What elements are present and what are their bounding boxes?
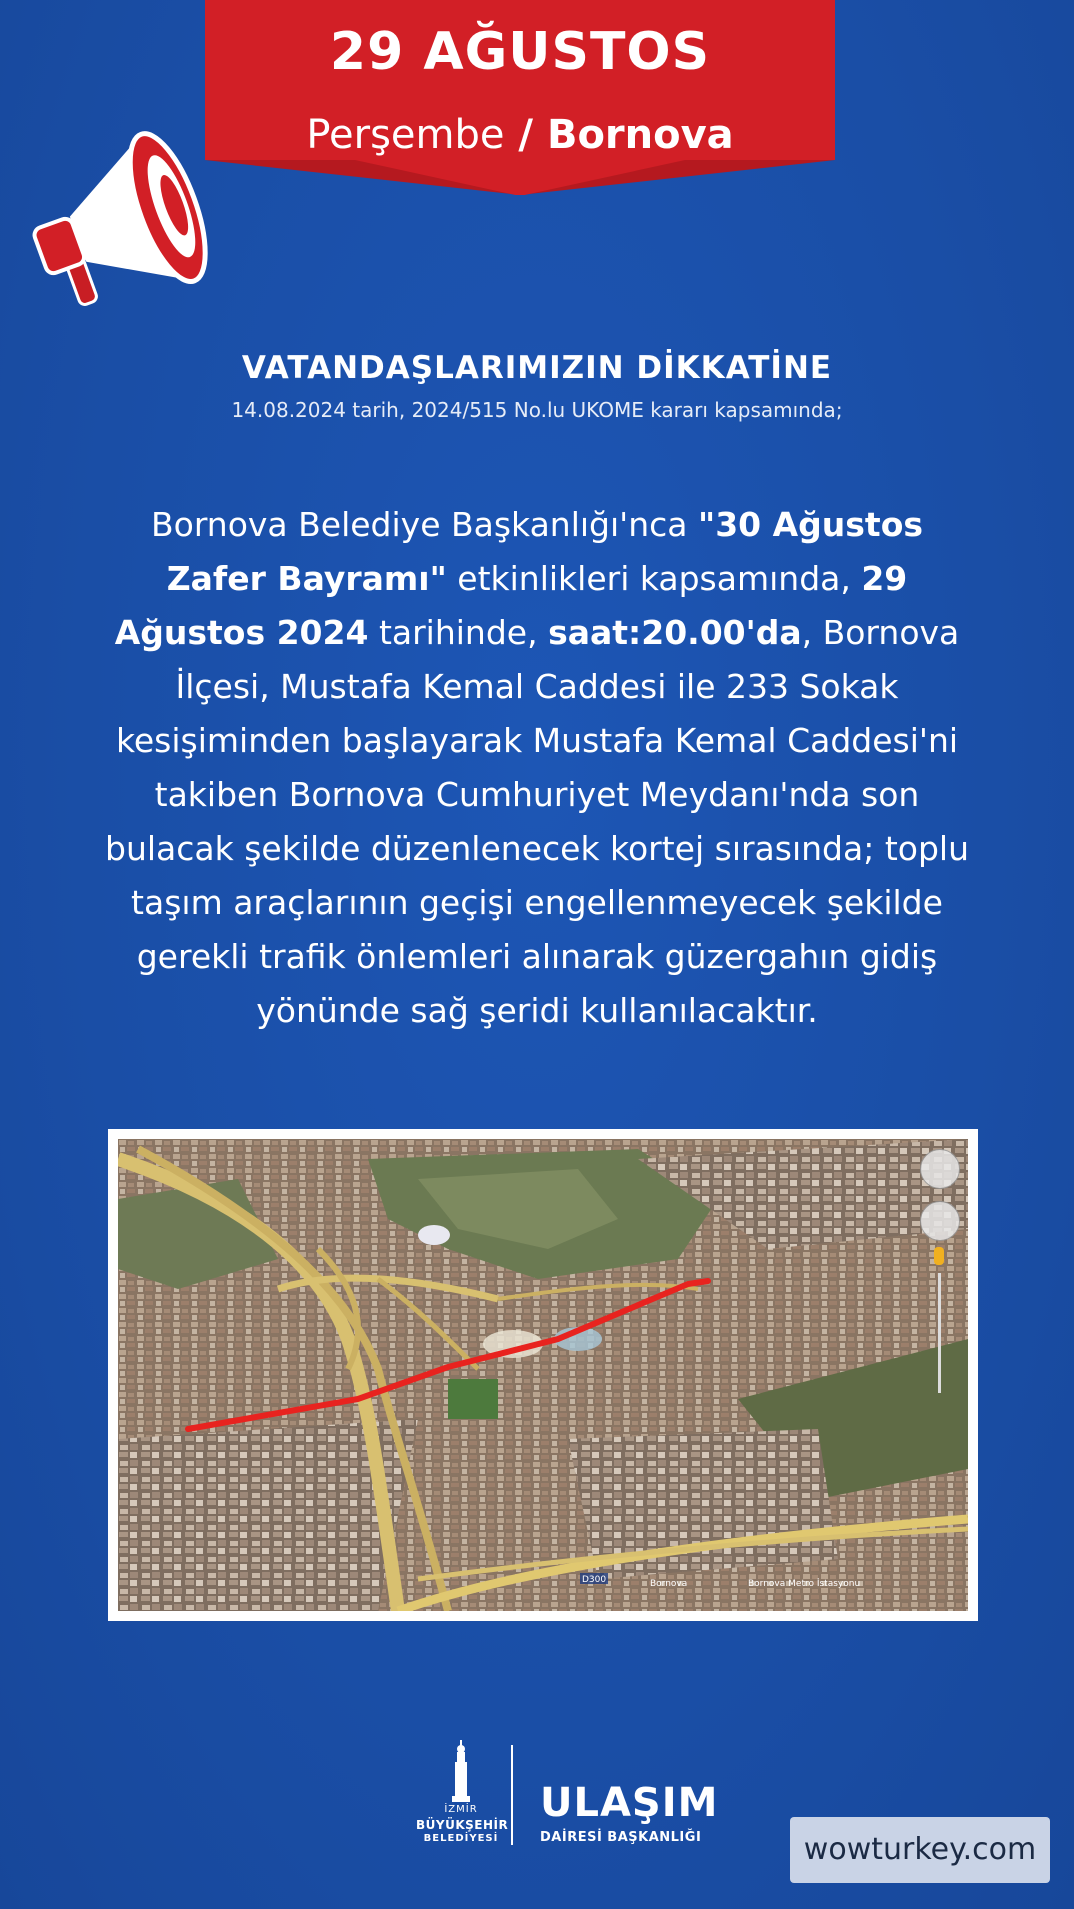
announcement-body xyxy=(100,498,974,1038)
ulasim-subtitle: DAİRESİ BAŞKANLIĞI xyxy=(540,1830,702,1845)
map-zoom-slider xyxy=(938,1273,941,1393)
date-banner xyxy=(205,0,835,190)
map-label-d300: D300 xyxy=(581,1575,607,1585)
banner-day: Perşembe xyxy=(306,112,505,158)
banner-district: Bornova xyxy=(546,112,734,158)
route-map-frame xyxy=(108,1129,978,1621)
izmir-logo-bottom: BELEDİYESİ xyxy=(423,1833,499,1844)
map-pan-control xyxy=(920,1149,960,1189)
banner-separator: / xyxy=(504,112,547,158)
body-bold-event: "30 Ağustos Zafer Bayramı" xyxy=(166,505,924,598)
banner-subtitle xyxy=(205,112,835,158)
watermark: wowturkey.com xyxy=(790,1817,1050,1883)
map-navigation-controls xyxy=(920,1149,960,1449)
izmir-municipality-logo xyxy=(416,1740,509,1850)
body-bold-time: saat:20.00'da xyxy=(548,613,802,652)
izmir-logo-top: İZMİR xyxy=(444,1804,478,1815)
map-rotate-control xyxy=(920,1201,960,1241)
body-text-4: , Bornova İlçesi, Mustafa Kemal Caddesi ile 233 Sokak kesişiminden başlayarak Mustafa Kemal Caddesi'ni takiben Bornova Cumhuriyet Meydanı'nda son bulacak şekilde düzenlenecek kortej sırasında; toplu taşım araçlarının geçişi engellenmeyecek şekilde gerekli trafik önlemleri alınarak güzergahın gidiş yönünde sağ şeridi kullanılacaktır. xyxy=(105,613,969,1030)
megaphone-icon xyxy=(24,130,214,310)
body-text-2: etkinlikleri kapsamında, xyxy=(446,559,862,598)
body-text-3: tarihinde, xyxy=(368,613,549,652)
ulasim-title: ULAŞIM xyxy=(540,1780,719,1826)
notice-heading: VATANDAŞLARIMIZIN DİKKATİNE xyxy=(241,350,833,386)
street-view-pegman-icon xyxy=(934,1247,944,1265)
izmir-logo-mid: BÜYÜKŞEHİR xyxy=(416,1818,509,1832)
body-text-1: Bornova Belediye Başkanlığı'nca xyxy=(150,505,699,544)
satellite-map xyxy=(118,1139,968,1611)
logo-divider xyxy=(511,1745,513,1845)
body-bold-date: 29 Ağustos 2024 xyxy=(114,559,908,652)
route-map xyxy=(118,1139,968,1611)
notice-subheading: 14.08.2024 tarih, 2024/515 No.lu UKOME kararı kapsamında; xyxy=(231,398,843,422)
map-label-metro: Bornova Metro İstasyonu xyxy=(748,1579,861,1589)
ulasim-department-logo xyxy=(540,1780,720,1845)
clock-tower-icon xyxy=(416,1740,506,1804)
map-label-bornova: Bornova xyxy=(650,1579,688,1589)
banner-date: 29 AĞUSTOS xyxy=(329,22,711,82)
